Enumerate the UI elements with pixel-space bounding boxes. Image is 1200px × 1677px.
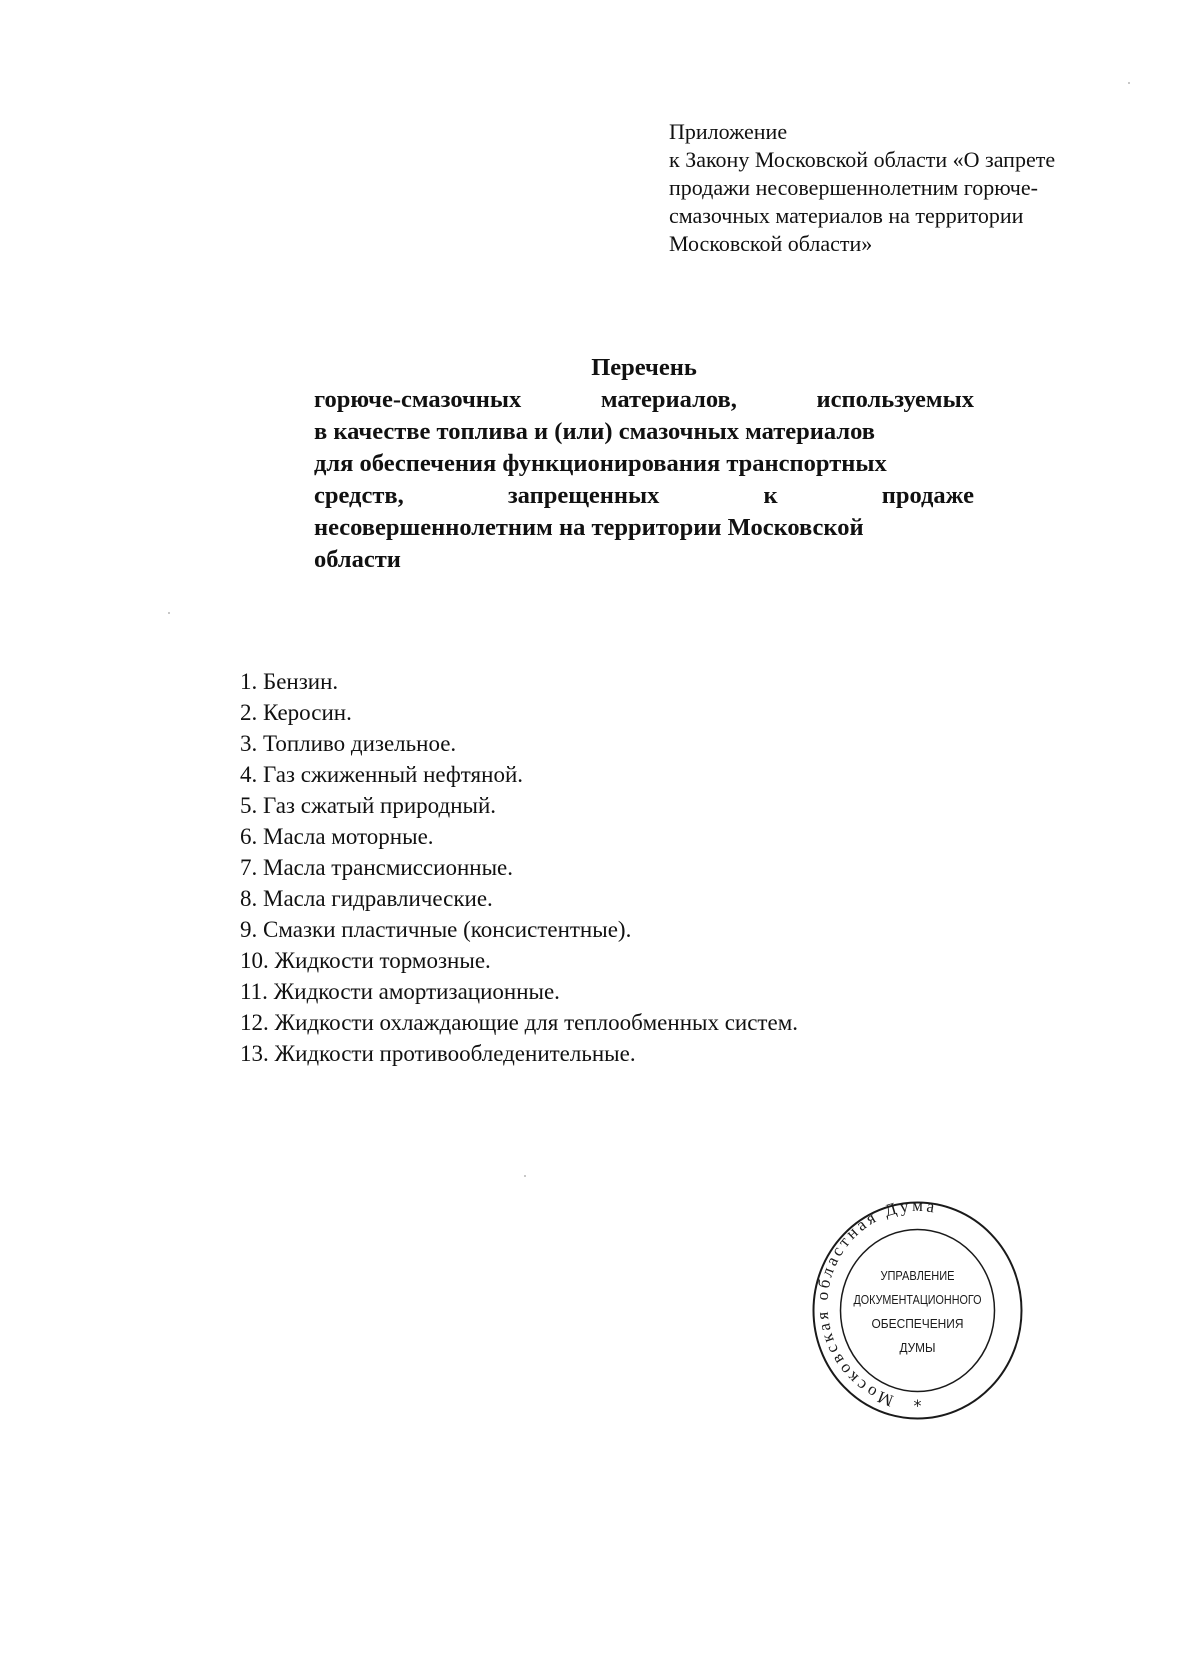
heading-word: средств, [314,482,404,509]
heading-line [314,544,974,576]
stamp-center-line: ОБЕСПЕЧЕНИЯ [871,1316,964,1331]
appendix-line: Приложение [669,119,788,144]
stamp-center-line: ДОКУМЕНТАЦИОННОГО [853,1292,982,1307]
heading-word: к [763,482,778,509]
list-item: 3. Топливо дизельное. [240,731,457,756]
list-item: 11. Жидкости амортизационные. [240,979,560,1004]
stamp-center-line: УПРАВЛЕНИЕ [880,1268,955,1283]
heading-line [314,416,974,448]
heading-text: области [314,546,401,573]
heading-title: Перечень [591,354,697,381]
list-heading [314,352,974,576]
list-item: 13. Жидкости противообледенительные. [240,1041,636,1066]
appendix-line: смазочных материалов на территории [669,203,1024,228]
stamp-star: * [913,1396,922,1415]
scan-speck [1128,82,1130,84]
list-item: 12. Жидкости охлаждающие для теплообменных систем. [240,1010,798,1035]
heading-line [314,384,974,416]
stamp-ring-text: Московская областная Дума [812,1198,939,1411]
stamp-inner-ring [841,1230,995,1392]
scan-speck [524,1175,526,1177]
heading-text: в качестве топлива и (или) смазочных материалов [314,418,875,445]
list-item: 7. Масла трансмиссионные. [240,855,513,880]
stamp-center [854,1268,982,1355]
heading-line [314,480,974,512]
appendix-header [669,118,1129,258]
list-item: 2. Керосин. [240,700,352,725]
list-item: 10. Жидкости тормозные. [240,948,491,973]
appendix-line: продажи несовершеннолетним горюче- [669,175,1038,200]
list-item: 6. Масла моторные. [240,824,434,849]
heading-text: несовершеннолетним на территории Московской [314,514,864,541]
stamp-graphic [810,1198,1025,1423]
heading-word: используемых [816,386,974,413]
heading-word: продаже [881,482,974,509]
heading-word: запрещенных [507,482,660,509]
heading-line [314,512,974,544]
materials-list [240,666,1000,1069]
appendix-line: к Закону Московской области «О запрете [669,147,1056,172]
heading-text: для обеспечения функционирования транспортных [314,450,887,477]
appendix-line: Московской области» [669,231,873,256]
list-item: 9. Смазки пластичные (консистентные). [240,917,632,942]
list-item: 1. Бензин. [240,669,339,694]
scan-speck [168,612,170,614]
stamp-center-line: ДУМЫ [899,1340,936,1355]
heading-line [314,448,974,480]
official-stamp [810,1198,1025,1423]
heading-word: материалов, [600,386,737,413]
list-item: 5. Газ сжатый природный. [240,793,497,818]
heading-word: горюче-смазочных [314,386,522,413]
list-item: 4. Газ сжиженный нефтяной. [240,762,523,787]
list-item: 8. Масла гидравлические. [240,886,493,911]
